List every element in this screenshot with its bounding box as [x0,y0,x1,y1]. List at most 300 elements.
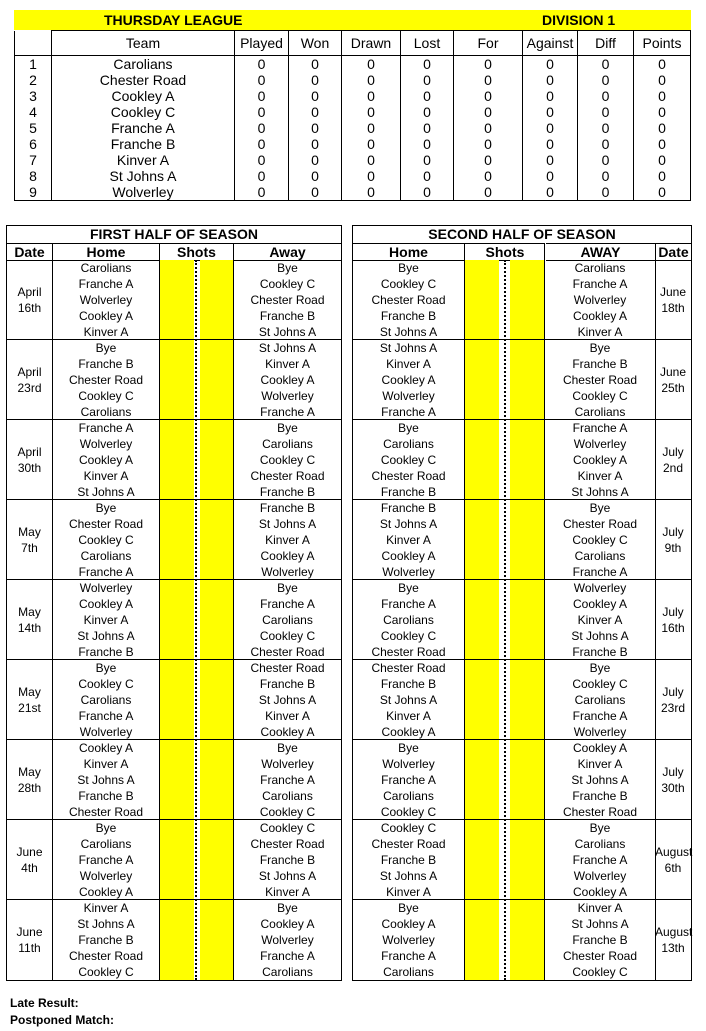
stat-cell: 0 [578,72,634,88]
home-team: Carolians [383,613,434,627]
round-date-line: June [659,365,687,379]
shots-divider [504,260,506,980]
position-cell: 4 [15,104,52,120]
home-team: Chester Road [68,949,144,963]
round-date-line: 23rd [17,381,42,395]
position-cell: 7 [15,152,52,168]
home-team: St Johns A [379,341,438,355]
stat-cell: 0 [342,120,401,136]
away-team: Franche A [572,853,628,867]
away-team: Franche A [260,405,315,419]
away-team: Bye [277,741,298,755]
column-header: Points [634,31,691,56]
home-team: Kinver A [386,357,431,371]
stat-cell: 0 [235,104,289,120]
away-team: Chester Road [562,373,638,387]
round-date-line: July [662,445,684,459]
home-team: Chester Road [371,469,446,483]
stat-cell: 0 [235,56,289,73]
stat-cell: 0 [454,152,523,168]
panel-title: SECOND HALF OF SEASON [428,226,616,242]
stat-cell: 0 [454,104,523,120]
away-team: Franche A [260,597,315,611]
home-team: Bye [398,581,419,595]
home-team: Cookley A [381,917,436,931]
away-team: Kinver A [577,613,623,627]
round-date-line: 4th [21,861,38,875]
away-team: Chester Road [562,949,638,963]
home-team: Carolians [383,965,434,979]
stat-cell: 0 [342,168,401,184]
stat-cell: 0 [401,136,454,152]
stat-cell: 0 [634,88,691,104]
stat-cell: 0 [401,72,454,88]
home-team: Wolverley [79,581,133,595]
away-team: Wolverley [261,565,314,579]
away-team: Bye [589,501,611,515]
stat-cell: 0 [289,136,342,152]
away-team: Chester Road [250,469,325,483]
home-team: Franche B [78,789,134,803]
away-team: Franche A [572,565,628,579]
round-date [7,684,52,716]
stat-cell: 0 [401,168,454,184]
home-team: St Johns A [77,629,135,643]
away-team: Cookley C [572,965,628,979]
home-team: Carolians [80,261,132,275]
home-team: Cookley C [380,629,437,643]
home-team: Cookley C [78,533,134,547]
home-team: Bye [95,341,117,355]
league-row [15,56,691,73]
team-name-cell: Wolverley [52,184,235,201]
away-team: Franche A [572,709,628,723]
away-team: Bye [277,581,298,595]
stat-cell: 0 [401,120,454,136]
team-name-cell: St Johns A [52,168,235,184]
away-team: St Johns A [571,773,629,787]
away-team: Cookley A [572,597,628,611]
away-team: Franche A [572,277,628,291]
stat-cell: 0 [634,136,691,152]
stat-cell: 0 [289,120,342,136]
away-team: Chester Road [250,661,325,675]
home-team: Cookley A [78,597,134,611]
stat-cell: 0 [523,104,578,120]
away-team: Franche B [259,485,316,499]
late-result-label: Late Result: [10,996,79,1010]
stat-cell: 0 [578,88,634,104]
stat-cell: 0 [634,72,691,88]
home-team: Franche A [381,773,436,787]
stat-cell: 0 [289,152,342,168]
home-team: Chester Road [68,373,144,387]
panel-title: FIRST HALF OF SEASON [90,226,258,242]
home-team: Franche A [381,949,436,963]
stat-cell: 0 [289,104,342,120]
stat-cell: 0 [523,152,578,168]
stat-cell: 0 [634,56,691,73]
position-cell: 2 [15,72,52,88]
away-team: Carolians [574,261,626,275]
home-team: Chester Road [68,805,144,819]
away-team: Franche B [259,309,316,323]
home-team: St Johns A [77,485,135,499]
stat-cell: 0 [289,184,342,201]
away-team: Kinver A [265,357,310,371]
away-team: Cookley A [260,373,315,387]
round-date-line: 14th [17,621,42,635]
team-name-cell: Franche A [52,120,235,136]
home-team: St Johns A [77,917,135,931]
home-team: Franche B [380,501,437,515]
stat-cell: 0 [578,56,634,73]
second-half-panel [352,225,692,981]
stat-cell: 0 [454,136,523,152]
round-date [7,444,52,476]
team-name-cell: Cookley C [52,104,235,120]
shots-highlight [465,260,499,980]
away-team: Cookley A [260,917,315,931]
away-team: Franche A [572,421,628,435]
away-team: Wolverley [261,933,314,947]
round-date [655,444,691,476]
stat-cell: 0 [454,184,523,201]
away-team: Chester Road [562,805,638,819]
round-date [655,284,691,316]
league-row [15,184,691,201]
stat-cell: 0 [523,88,578,104]
home-team: Wolverley [382,565,435,579]
home-team: Cookley C [78,389,134,403]
home-team: Kinver A [83,757,129,771]
home-team: Wolverley [79,293,133,307]
stat-cell: 0 [342,56,401,73]
away-team: Carolians [262,613,313,627]
away-team: Chester Road [250,837,325,851]
away-team: St Johns A [571,629,629,643]
away-team: Cookley C [572,677,628,691]
home-team: Bye [95,661,117,675]
home-team: Cookley C [78,677,134,691]
league-row [15,168,691,184]
round-date [7,924,52,956]
round-date-line: 21st [18,701,41,715]
stat-cell: 0 [401,104,454,120]
away-team: Kinver A [577,325,623,339]
away-team: Wolverley [573,437,627,451]
stat-cell: 0 [342,184,401,201]
away-team: Bye [589,821,611,835]
home-team: Franche A [78,421,134,435]
column-header-date: Date [7,243,52,261]
round-date [7,764,52,796]
round-date-line: 11th [18,941,41,955]
away-team: St Johns A [571,917,629,931]
home-team: Kinver A [83,325,129,339]
home-team: Bye [398,901,419,915]
league-title: THURSDAY LEAGUE [104,12,243,28]
round-date-line: 25th [661,381,685,395]
stat-cell: 0 [454,56,523,73]
away-team: Kinver A [265,533,310,547]
away-team: Wolverley [573,869,627,883]
column-header: Won [289,31,342,56]
stat-cell: 0 [523,56,578,73]
round-date [7,284,52,316]
away-team: Cookley A [572,309,628,323]
home-team: Franche B [380,677,437,691]
away-team: Carolians [574,549,626,563]
stat-cell: 0 [342,88,401,104]
away-team: Cookley A [260,549,315,563]
shots-divider [195,260,197,980]
away-team: Carolians [262,965,313,979]
round-date-line: April [17,285,42,299]
stat-cell: 0 [523,168,578,184]
away-team: Bye [589,661,611,675]
home-team: Kinver A [83,901,129,915]
round-date-line: June [16,845,43,859]
first-half-panel [6,225,342,981]
away-team: Franche B [572,357,628,371]
stat-cell: 0 [454,120,523,136]
stat-cell: 0 [454,72,523,88]
round-date [655,364,691,396]
stat-cell: 0 [289,168,342,184]
stat-cell: 0 [578,184,634,201]
away-team: St Johns A [258,693,317,707]
away-team: Chester Road [562,517,638,531]
league-table [14,30,691,201]
home-team: Cookley A [78,453,134,467]
round-date-line: August [655,845,693,859]
home-team: Chester Road [371,837,446,851]
away-team: Kinver A [265,885,310,899]
position-cell: 6 [15,136,52,152]
stat-cell: 0 [342,72,401,88]
home-team: Franche A [78,277,134,291]
away-team: Franche B [259,501,316,515]
round-date-line: 2nd [662,461,684,475]
home-team: Carolians [383,437,434,451]
column-header: Lost [401,31,454,56]
round-date [655,764,691,796]
away-team: Chester Road [250,293,325,307]
round-date-line: May [18,605,41,619]
round-date-line: June [659,285,687,299]
away-team: Cookley C [259,821,316,835]
league-row [15,120,691,136]
home-team: Cookley C [380,453,437,467]
home-team: St Johns A [379,325,438,339]
column-header-home: Home [53,243,159,261]
stat-cell: 0 [401,56,454,73]
round-date [7,844,52,876]
home-team: Franche B [380,485,437,499]
away-team: Bye [277,901,298,915]
stat-cell: 0 [578,168,634,184]
stat-cell: 0 [578,120,634,136]
away-team: Cookley C [572,533,628,547]
stat-cell: 0 [235,168,289,184]
division-title: DIVISION 1 [542,12,616,28]
away-team: Cookley A [572,453,628,467]
round-date-line: 13th [661,941,685,955]
home-team: Franche B [78,933,134,947]
home-team: Franche A [78,565,134,579]
stat-cell: 0 [634,152,691,168]
home-team: St Johns A [379,693,438,707]
away-team: St Johns A [258,341,317,355]
away-team: St Johns A [258,869,317,883]
home-team: Franche A [381,405,436,419]
away-team: Cookley C [259,277,316,291]
away-team: Cookley C [259,453,316,467]
home-team: Bye [95,821,117,835]
postponed-match-label: Postponed Match: [10,1013,114,1027]
round-date-line: 16th [17,301,42,315]
home-team: Cookley A [381,373,436,387]
away-team: Carolians [262,789,313,803]
home-team: Cookley A [381,725,436,739]
stat-cell: 0 [235,72,289,88]
home-team: Wolverley [382,389,435,403]
position-cell: 5 [15,120,52,136]
away-team: Cookley C [572,389,628,403]
away-team: Franche A [260,773,315,787]
home-team: Cookley C [78,965,134,979]
away-team: Franche A [260,949,315,963]
round-date-line: May [18,765,41,779]
stat-cell: 0 [235,184,289,201]
round-date-line: 16th [661,621,685,635]
round-date [7,524,52,556]
home-team: Franche B [78,645,134,659]
stat-cell: 0 [235,136,289,152]
away-team: Chester Road [250,645,325,659]
team-name-cell: Kinver A [52,152,235,168]
round-date-line: July [662,525,684,539]
home-team: Bye [95,501,117,515]
round-date [7,604,52,636]
away-team: Cookley A [572,885,628,899]
home-team: Carolians [80,693,132,707]
stat-cell: 0 [578,152,634,168]
away-team: Wolverley [261,389,314,403]
column-header-shots: Shots [465,243,545,261]
home-team: Kinver A [386,885,431,899]
away-team: Bye [277,261,298,275]
column-header: Drawn [342,31,401,56]
stat-cell: 0 [235,120,289,136]
home-team: Franche A [78,709,134,723]
home-team: St Johns A [379,517,438,531]
round-date-line: July [662,685,684,699]
away-team: Kinver A [577,757,623,771]
home-team: Chester Road [371,661,446,675]
round-date [655,844,691,876]
away-team: Carolians [574,405,626,419]
away-team: Bye [589,341,611,355]
stat-cell: 0 [401,152,454,168]
round-date [655,684,691,716]
away-team: Wolverley [573,581,627,595]
shots-highlight [160,260,194,980]
stat-cell: 0 [342,104,401,120]
stat-cell: 0 [523,120,578,136]
away-team: St Johns A [258,517,317,531]
stat-cell: 0 [235,152,289,168]
league-row [15,104,691,120]
away-team: Franche B [572,645,628,659]
position-cell: 1 [15,56,52,73]
home-team: Franche A [78,853,134,867]
stat-cell: 0 [235,88,289,104]
stat-cell: 0 [289,88,342,104]
stat-cell: 0 [578,104,634,120]
league-row [15,152,691,168]
home-team: Cookley A [381,549,436,563]
position-cell: 8 [15,168,52,184]
round-date-line: 6th [664,861,682,875]
stat-cell: 0 [289,56,342,73]
away-team: Carolians [574,837,626,851]
stat-cell: 0 [634,168,691,184]
home-team: Chester Road [68,517,144,531]
away-team: Bye [277,421,298,435]
home-team: St Johns A [379,869,438,883]
away-team: Franche B [572,789,628,803]
team-name-cell: Franche B [52,136,235,152]
home-team: Franche B [380,309,437,323]
column-header: Played [235,31,289,56]
home-team: Cookley A [78,885,134,899]
home-team: Bye [398,741,419,755]
home-team: Wolverley [79,869,133,883]
position-cell: 3 [15,88,52,104]
round-date [655,524,691,556]
home-team: Cookley C [380,805,437,819]
stat-cell: 0 [523,184,578,201]
away-team: Carolians [574,693,626,707]
round-date-line: 7th [21,541,38,555]
column-header: Team [52,31,235,56]
team-name-cell: Cookley A [52,88,235,104]
round-date-line: 30th [661,781,685,795]
round-date-line: 30th [17,461,42,475]
stat-cell: 0 [401,88,454,104]
away-team: Franche B [259,677,316,691]
round-date-line: April [17,365,42,379]
away-team: Cookley C [259,805,316,819]
round-date-line: August [655,925,693,939]
round-date-line: May [18,685,41,699]
away-team: Franche B [259,853,316,867]
away-team: St Johns A [571,485,629,499]
league-row [15,136,691,152]
home-team: Kinver A [83,469,129,483]
shots-highlight [510,260,544,980]
round-date-line: July [662,605,684,619]
stat-cell: 0 [523,72,578,88]
stat-cell: 0 [634,184,691,201]
home-team: Wolverley [382,757,435,771]
round-date-line: May [18,525,41,539]
column-header-away: AWAY [546,243,655,261]
league-title-bar [14,10,691,30]
away-team: Cookley A [572,741,628,755]
